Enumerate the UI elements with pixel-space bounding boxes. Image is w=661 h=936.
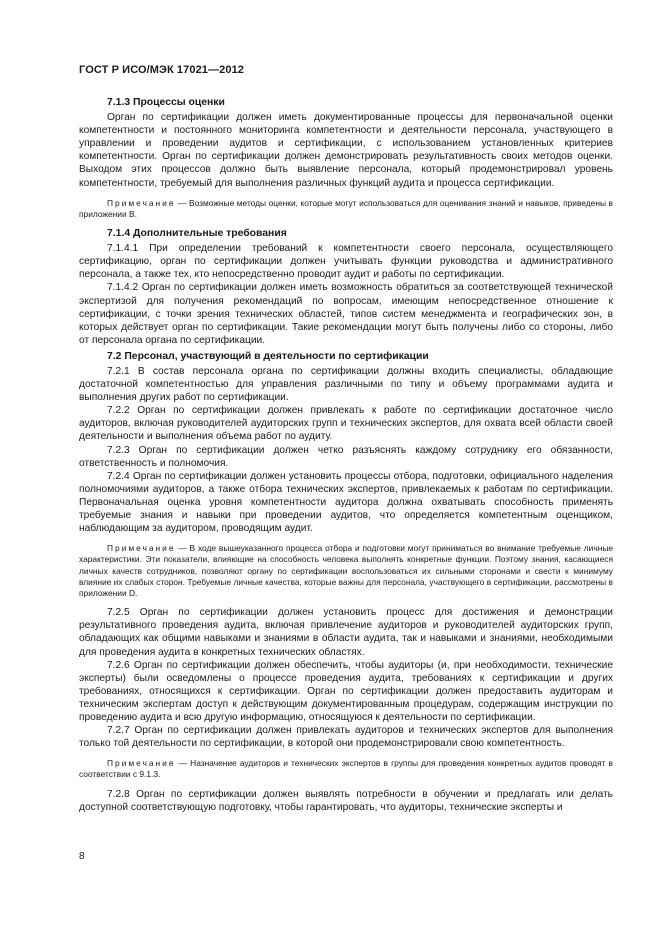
paragraph: Орган по сертификации должен иметь документированные процессы для первоначальной оценки компетентности и постоянного мониторинга компетентности и деятельности персонала, участвующего в управлении и проведении аудитов и сертификации, с использованием установленных критериев компетентности. Орган по сертификации должен демонстрировать результативность своих методов оценки. Выходом этих процессов должно быть выявление персонала, который продемонстрировал уровень компетентности, требуемый для выполнения различных функций аудита и процесса сертификации. [79, 112, 613, 189]
paragraph: 7.1.4.1 При определении требований к компетентности своего персонала, осуществляющего сертификацию, орган по сертификации должен учитывать функции руководства и административного персонала, а также тех, кто непосредственно проводит аудит и работы по сертификации. [79, 243, 613, 281]
note-text: — Возможные методы оценки, которые могут использоваться для оценивания знаний и навыков, приведены в приложении В. [79, 197, 613, 219]
note-label: Примечание [107, 758, 176, 769]
section-heading-7-2: 7.2 Персонал, участвующий в деятельности по сертификации [107, 350, 429, 362]
paragraph: 7.2.4 Орган по сертификации должен установить процессы отбора, подготовки, официального наделения полномочиями аудиторов, а также отбора технических экспертов, привлекаемых к работам по сертификации. Первоначальная оценка уровня компетентности аудитора должна охватывать способность применять требуемые знания и навыки при проведении аудитов, что определяется компетентным оценщиком, наблюдающим за аудитором, проводящим аудит. [79, 470, 613, 535]
note [79, 758, 613, 780]
section-heading-7-1-4: 7.1.4 Дополнительные требования [107, 228, 287, 240]
paragraph: 7.2.2 Орган по сертификации должен привлекать к работе по сертификации достаточное число аудиторов, включая руководителей аудиторских групп и технических экспертов, для охвата всей области своей деятельности и выполнения объема работ по аудиту. [79, 405, 613, 443]
document-header: ГОСТ Р ИСО/МЭК 17021—2012 [79, 64, 244, 76]
note [79, 543, 613, 599]
note-label: Примечание [107, 543, 176, 554]
note [79, 198, 613, 220]
note-text: — В ходе вышеуказанного процесса отбора и подготовки могут приниматься во внимание требуемые личные характеристики. Эти показатели, влияющие на способность человека выполнять конкретные функции. Поэтому знания, касающиеся личных качеств сотрудников, позволяют органу по сертификации воспользоваться их сильными сторонами и свести к минимуму влияние их слабых сторон. Требуемые личные качества, которые важны для персонала, участвующего в сертификации, рассмотрены в приложении D. [79, 543, 613, 599]
note-label: Примечание [107, 197, 176, 208]
page-number: 8 [79, 851, 85, 862]
paragraph: 7.1.4.2 Орган по сертификации должен иметь возможность обратиться за соответствующей технической экспертизой для получения рекомендаций по вопросам, имеющим непосредственное отношение к сертификации, с точки зрения технических областей, типов систем менеджмента и географических зон, в которых действует орган по сертификации. Такие рекомендации могут быть получены либо со стороны, либо от персонала органа по сертификации. [79, 282, 613, 346]
note-text: — Назначение аудиторов и технических экспертов в группы для проведения конкретных аудитов проводят в соответствии с 9.1.3. [79, 758, 613, 780]
section-heading-7-1-3: 7.1.3 Процессы оценки [107, 97, 225, 108]
paragraph: 7.2.7 Орган по сертификации должен привлекать аудиторов и технических экспертов для выполнения только той деятельности по сертификации, в которой они продемонстрировали свою компетентность. [79, 725, 613, 750]
paragraph: 7.2.6 Орган по сертификации должен обеспечить, чтобы аудиторы (и, при необходимости, технические эксперты) были осведомлены о процессе проведения аудита, требованиях к сертификации и других требованиях, относящихся к сертификации. Орган по сертификации должен предоставить аудиторам и техническим экспертам доступ к действующим документированным процедурам, содержащим инструкции по проведению аудита и всю другую информацию, относящуюся к деятельности по сертификации. [79, 659, 613, 723]
paragraph: 7.2.8 Орган по сертификации должен выявлять потребности в обучении и предлагать или делать доступной соответствующую подготовку, чтобы гарантировать, что аудиторы, технические эксперты и [79, 788, 613, 813]
paragraph: 7.2.3 Орган по сертификации должен четко разъяснять каждому сотруднику его обязанности, ответственность и полномочия. [79, 444, 613, 469]
paragraph: 7.2.1 В состав персонала органа по сертификации должны входить специалисты, обладающие достаточной компетентностью для управления различными по типу и объему программами аудита и выполнения других работ по сертификации. [79, 366, 613, 404]
paragraph: 7.2.5 Орган по сертификации должен установить процесс для достижения и демонстрации результативного проведения аудита, включая привлечение аудиторов и руководителей аудиторских групп, обладающих как общими навыками и знаниями в области аудита, так и навыками и знаниями, необходимыми для проведения аудита в конкретных технических областях. [79, 607, 613, 658]
document-body [79, 93, 613, 814]
